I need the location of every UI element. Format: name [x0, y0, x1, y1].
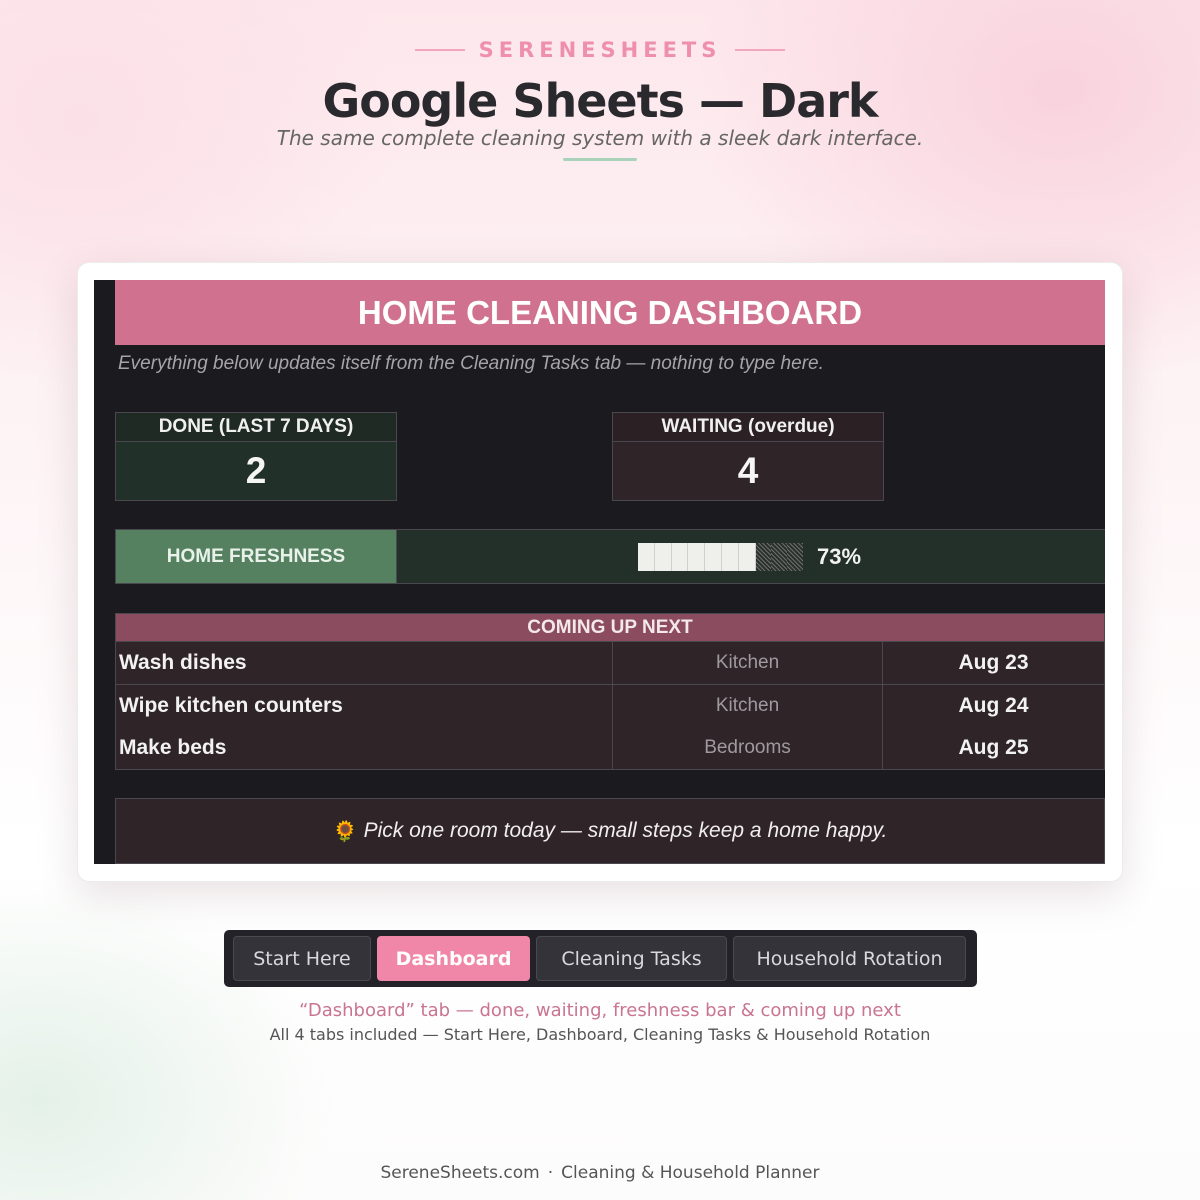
- footer-separator: ·: [547, 1163, 554, 1183]
- dashboard-title: HOME CLEANING DASHBOARD: [115, 280, 1105, 345]
- dashboard-sheet: [94, 280, 1105, 864]
- table-row[interactable]: [115, 727, 1105, 770]
- tip-text: Pick one room today — small steps keep a home happy.: [363, 819, 888, 842]
- table-row[interactable]: [115, 642, 1105, 685]
- freshness-segment-filled: [739, 543, 756, 571]
- task-cell[interactable]: Make beds: [115, 727, 613, 770]
- sunflower-icon: 🌻: [332, 820, 358, 843]
- page-subtitle: The same complete cleaning system with a sleek dark interface.: [276, 126, 924, 150]
- dashboard-note: Everything below updates itself from the Cleaning Tasks tab — nothing to type here.: [118, 353, 824, 374]
- caption-secondary: All 4 tabs included — Start Here, Dashboard, Cleaning Tasks & Household Rotation: [269, 1025, 931, 1044]
- footer-product: Cleaning & Household Planner: [561, 1163, 820, 1183]
- page-title: Google Sheets — Dark: [322, 74, 878, 128]
- footer: [0, 1163, 1200, 1183]
- freshness-segment-empty: [787, 543, 803, 571]
- date-cell[interactable]: Aug 25: [883, 727, 1105, 770]
- task-cell[interactable]: Wash dishes: [115, 642, 613, 685]
- coming-up-header: COMING UP NEXT: [115, 613, 1105, 642]
- done-stat-value: 2: [245, 450, 267, 491]
- tab-start-here[interactable]: Start Here: [233, 936, 371, 981]
- freshness-segment-empty: [771, 543, 787, 571]
- waiting-stat-label: WAITING (overdue): [613, 413, 883, 442]
- tab-cleaning-tasks[interactable]: Cleaning Tasks: [536, 936, 727, 981]
- freshness-label[interactable]: HOME FRESHNESS: [115, 529, 397, 584]
- tip-banner[interactable]: [115, 798, 1105, 864]
- done-stat-label: DONE (LAST 7 DAYS): [116, 413, 396, 442]
- sheet-tab-bar: [224, 930, 977, 987]
- brand-row: [0, 38, 1200, 62]
- date-cell[interactable]: Aug 23: [883, 642, 1105, 685]
- freshness-bar-cell[interactable]: [397, 529, 1105, 584]
- freshness-segment-filled: [655, 543, 672, 571]
- tab-dashboard[interactable]: Dashboard: [377, 936, 530, 981]
- freshness-segment-filled: [705, 543, 722, 571]
- freshness-segment-filled: [638, 543, 655, 571]
- waiting-stat-box[interactable]: [612, 412, 884, 501]
- table-row[interactable]: [115, 685, 1105, 728]
- freshness-segment-filled: [722, 543, 739, 571]
- brand-name: SERENESHEETS: [478, 38, 722, 62]
- freshness-segment-filled: [688, 543, 705, 571]
- footer-site: SereneSheets.com: [380, 1163, 540, 1183]
- brand-line-left: [415, 49, 465, 51]
- task-cell[interactable]: Wipe kitchen counters: [115, 685, 613, 728]
- caption-primary: “Dashboard” tab — done, waiting, freshness bar & coming up next: [299, 1000, 901, 1021]
- freshness-progress-bar: [638, 543, 803, 571]
- subtitle-underline: [563, 158, 637, 161]
- room-cell[interactable]: Kitchen: [613, 685, 883, 728]
- brand-line-right: [735, 49, 785, 51]
- done-stat-box[interactable]: [115, 412, 397, 501]
- freshness-segment-filled: [672, 543, 689, 571]
- tab-household-rotation[interactable]: Household Rotation: [733, 936, 966, 981]
- freshness-segment-empty: [756, 543, 772, 571]
- freshness-percent: 73%: [817, 544, 862, 569]
- waiting-stat-value: 4: [737, 450, 759, 491]
- room-cell[interactable]: Kitchen: [613, 642, 883, 685]
- room-cell[interactable]: Bedrooms: [613, 727, 883, 770]
- date-cell[interactable]: Aug 24: [883, 685, 1105, 728]
